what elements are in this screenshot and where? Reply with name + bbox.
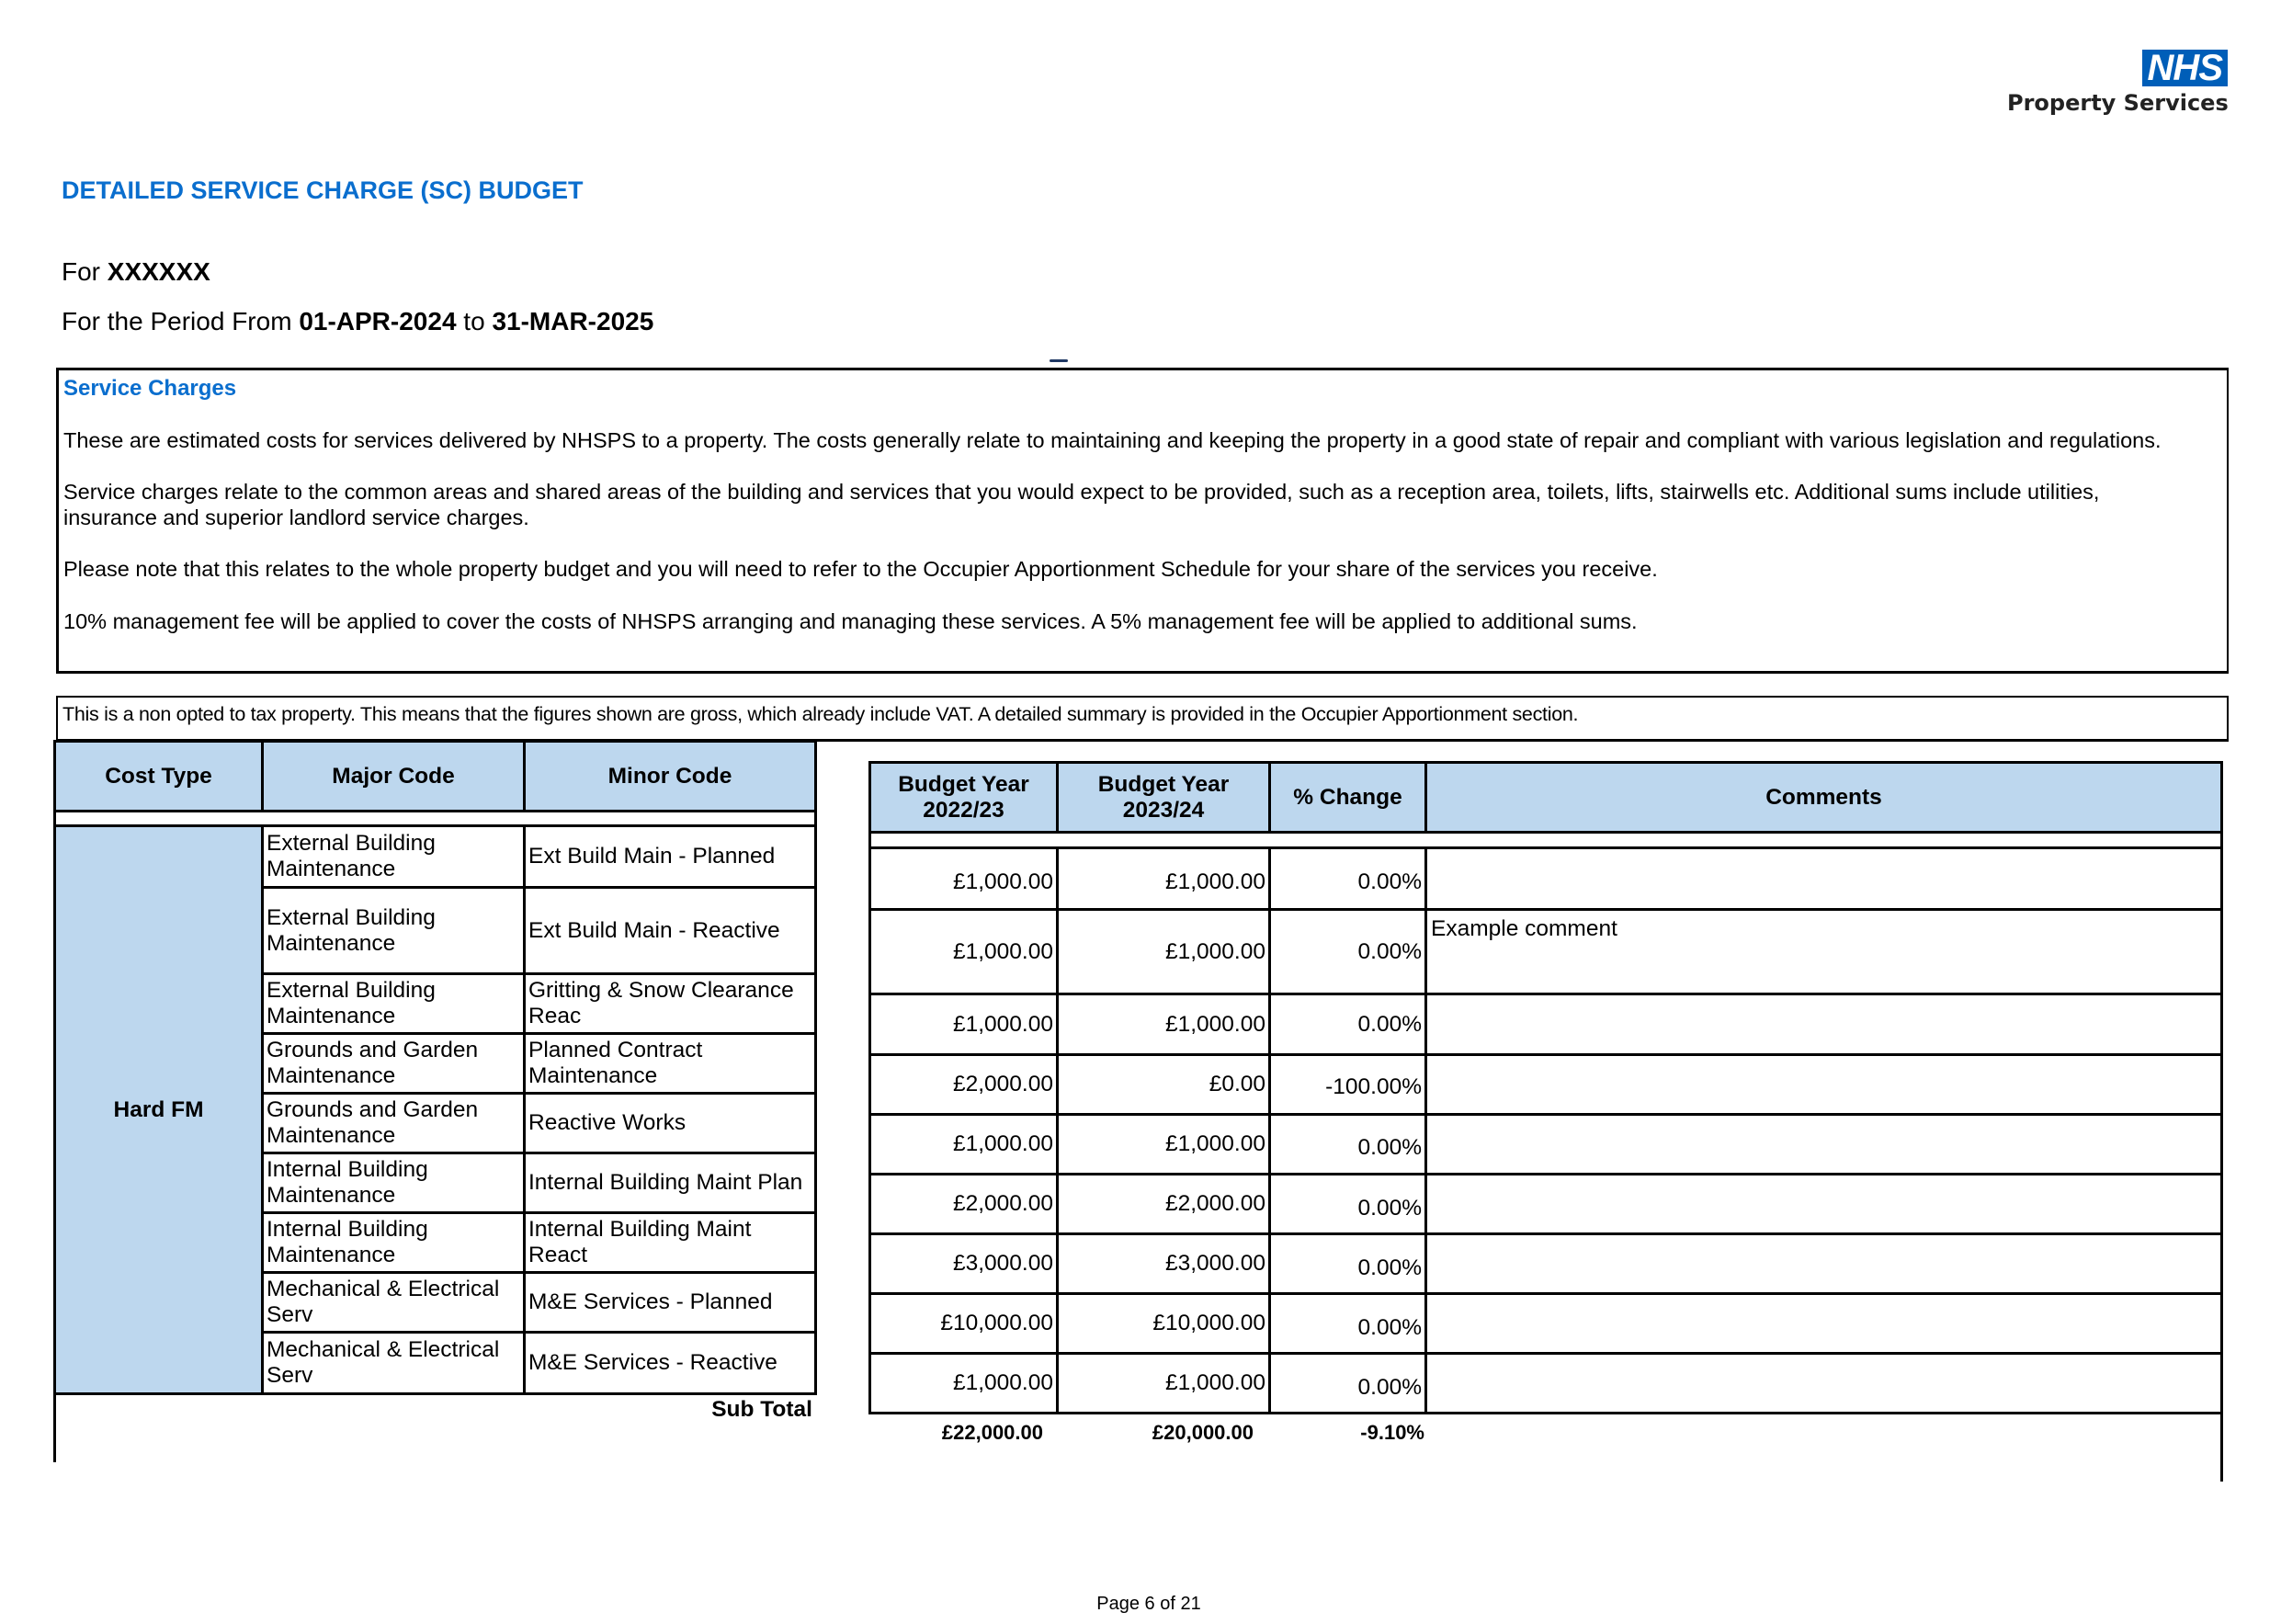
period-line bbox=[62, 307, 653, 336]
cost-type-label: Hard FM bbox=[113, 1096, 204, 1122]
budget-curr-cell: £1,000.00 bbox=[1056, 1113, 1271, 1175]
comment-cell[interactable]: Example comment bbox=[1424, 908, 2223, 995]
minor-code-cell: M&E Services - Reactive bbox=[523, 1331, 817, 1395]
comment-cell[interactable] bbox=[1424, 1053, 2223, 1116]
pct-change-cell: 0.00% bbox=[1268, 846, 1427, 911]
comment-cell[interactable] bbox=[1424, 1292, 2223, 1355]
info-paragraph-2: Service charges relate to the common areas and shared areas of the building and services that you would expect to be provided, such as a reception area, toilets, lifts, stairwells etc. Additional sums include utilities, insurance and superior landlord service charges. bbox=[63, 480, 2100, 529]
col-header-major-code: Major Code bbox=[261, 740, 526, 812]
major-code-cell: Mechanical & Electrical Serv bbox=[261, 1331, 526, 1395]
budget-curr-cell: £2,000.00 bbox=[1056, 1173, 1271, 1235]
col-header-minor-code: Minor Code bbox=[523, 740, 817, 812]
comment-cell[interactable] bbox=[1424, 846, 2223, 911]
service-charges-info-box bbox=[56, 368, 2229, 674]
stray-mark bbox=[1050, 359, 1068, 362]
minor-code-cell: Internal Building Maint Plan bbox=[523, 1152, 817, 1214]
budget-curr-cell: £0.00 bbox=[1056, 1053, 1271, 1116]
major-code-cell: External Building Maintenance bbox=[261, 824, 526, 889]
minor-code-cell: Reactive Works bbox=[523, 1092, 817, 1154]
subtotal-right-border bbox=[2220, 1412, 2223, 1482]
comment-cell[interactable] bbox=[1424, 1113, 2223, 1175]
pct-change-cell: 0.00% bbox=[1268, 1232, 1427, 1295]
major-code-cell: Grounds and Garden Maintenance bbox=[261, 1032, 526, 1095]
nhs-property-services-logo bbox=[2007, 50, 2228, 116]
major-code-cell: External Building Maintenance bbox=[261, 886, 526, 975]
budget-prev-cell: £1,000.00 bbox=[868, 1352, 1059, 1414]
budget-prev-cell: £1,000.00 bbox=[868, 846, 1059, 911]
major-code-cell: Internal Building Maintenance bbox=[261, 1152, 526, 1214]
budget-prev-cell: £2,000.00 bbox=[868, 1173, 1059, 1235]
pct-change-cell: 0.00% bbox=[1268, 1352, 1427, 1414]
minor-code-cell: Internal Building Maint React bbox=[523, 1211, 817, 1274]
page-title: DETAILED SERVICE CHARGE (SC) BUDGET bbox=[62, 176, 584, 204]
subtotal-label: Sub Total bbox=[711, 1397, 812, 1422]
vat-note: This is a non opted to tax property. This means that the figures shown are gross, which already include VAT. A detailed summary is provided in the Occupier Apportionment section. bbox=[62, 703, 1579, 725]
budget-prev-cell: £1,000.00 bbox=[868, 1113, 1059, 1175]
major-code-cell: Grounds and Garden Maintenance bbox=[261, 1092, 526, 1154]
logo-subtitle: Property Services bbox=[2007, 90, 2229, 116]
subtotal-budget-curr: £20,000.00 bbox=[1152, 1421, 1254, 1444]
minor-code-cell: Ext Build Main - Planned bbox=[523, 824, 817, 889]
pct-change-cell: 0.00% bbox=[1268, 1173, 1427, 1235]
budget-curr-cell: £1,000.00 bbox=[1056, 908, 1271, 995]
budget-prev-cell: £3,000.00 bbox=[868, 1232, 1059, 1295]
col-header-pct-change: % Change bbox=[1268, 761, 1427, 834]
page-number: Page 6 of 21 bbox=[1096, 1594, 1201, 1614]
major-code-cell: Mechanical & Electrical Serv bbox=[261, 1271, 526, 1334]
info-paragraph-1: These are estimated costs for services delivered by NHSPS to a property. The costs generally relate to maintaining and keeping the property in a good state of repair and compliant with various legislation and regulations. bbox=[63, 428, 2162, 452]
pct-change-cell: 0.00% bbox=[1268, 1292, 1427, 1355]
subtotal-budget-prev: £22,000.00 bbox=[941, 1421, 1043, 1444]
budget-curr-cell: £3,000.00 bbox=[1056, 1232, 1271, 1295]
vat-note-box bbox=[56, 696, 2229, 742]
budget-curr-cell: £10,000.00 bbox=[1056, 1292, 1271, 1355]
property-name: XXXXXX bbox=[107, 257, 210, 286]
minor-code-cell: Planned Contract Maintenance bbox=[523, 1032, 817, 1095]
pct-change-cell: 0.00% bbox=[1268, 908, 1427, 995]
major-code-cell: Internal Building Maintenance bbox=[261, 1211, 526, 1274]
period-to-word: to bbox=[456, 307, 493, 335]
pct-change-cell: -100.00% bbox=[1268, 1053, 1427, 1116]
subtotal-pct-change: -9.10% bbox=[1360, 1421, 1424, 1444]
comment-cell[interactable] bbox=[1424, 1173, 2223, 1235]
subtotal-left-border bbox=[53, 1392, 56, 1462]
budget-prev-cell: £1,000.00 bbox=[868, 908, 1059, 995]
minor-code-cell: Ext Build Main - Reactive bbox=[523, 886, 817, 975]
major-code-cell: External Building Maintenance bbox=[261, 972, 526, 1035]
pct-change-cell: 0.00% bbox=[1268, 1113, 1427, 1175]
info-heading: Service Charges bbox=[63, 376, 237, 401]
minor-code-cell: Gritting & Snow Clearance Reac bbox=[523, 972, 817, 1035]
col-header-cost-type: Cost Type bbox=[53, 740, 264, 812]
comment-cell[interactable] bbox=[1424, 1232, 2223, 1295]
property-line bbox=[62, 257, 210, 287]
comment-cell[interactable] bbox=[1424, 993, 2223, 1056]
col-header-comments: Comments bbox=[1424, 761, 2223, 834]
col-header-budget-2023-24: Budget Year 2023/24 bbox=[1056, 761, 1271, 834]
comment-cell[interactable] bbox=[1424, 1352, 2223, 1414]
budget-prev-cell: £2,000.00 bbox=[868, 1053, 1059, 1116]
for-prefix: For bbox=[62, 257, 108, 286]
info-paragraph-3: Please note that this relates to the whole property budget and you will need to refer to the Occupier Apportionment Schedule for your share of the services you receive. bbox=[63, 557, 1658, 581]
budget-prev-cell: £10,000.00 bbox=[868, 1292, 1059, 1355]
budget-curr-cell: £1,000.00 bbox=[1056, 993, 1271, 1056]
period-from: 01-APR-2024 bbox=[299, 307, 457, 335]
info-paragraph-4: 10% management fee will be applied to cover the costs of NHSPS arranging and managing these services. A 5% management fee will be applied to additional sums. bbox=[63, 609, 1638, 633]
col-header-budget-2022-23: Budget Year 2022/23 bbox=[868, 761, 1059, 834]
nhs-logo-badge: NHS bbox=[2142, 50, 2228, 86]
budget-prev-cell: £1,000.00 bbox=[868, 993, 1059, 1056]
period-to: 31-MAR-2025 bbox=[492, 307, 654, 335]
cost-type-cell bbox=[53, 824, 264, 1395]
budget-curr-cell: £1,000.00 bbox=[1056, 846, 1271, 911]
pct-change-cell: 0.00% bbox=[1268, 993, 1427, 1056]
period-prefix: For the Period From bbox=[62, 307, 300, 335]
minor-code-cell: M&E Services - Planned bbox=[523, 1271, 817, 1334]
budget-curr-cell: £1,000.00 bbox=[1056, 1352, 1271, 1414]
